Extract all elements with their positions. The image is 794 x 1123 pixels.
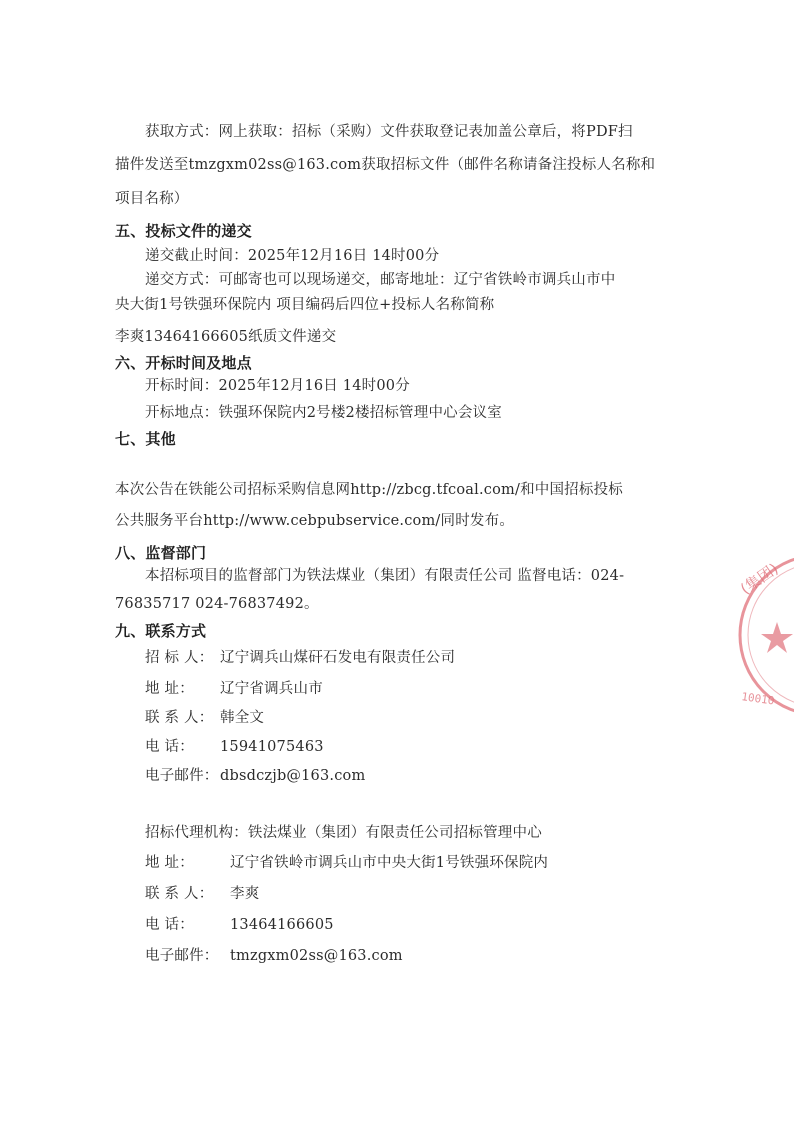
tenderer-address-row: [145, 679, 323, 699]
tenderer-contact-label: 联 系 人：: [145, 710, 214, 726]
agency-email-value: tmzgxm02ss@163.com: [230, 948, 403, 964]
submit-method-line-3: 李爽13464166605纸质文件递交: [115, 329, 337, 345]
tenderer-email-value: dbsdczjb@163.com: [220, 768, 366, 784]
acquire-line-3: 项目名称）: [115, 191, 189, 207]
section-6-heading: 六、开标时间及地点: [115, 354, 252, 372]
agency-address-row: [145, 853, 548, 873]
seal-text-fragment: (集团): [737, 559, 782, 599]
section-9-heading: 九、联系方式: [115, 622, 207, 640]
acquire-line-2: 描件发送至tmzgxm02ss@163.com获取招标文件（邮件名称请备注投标人名称和: [115, 157, 656, 173]
tenderer-email-row: [145, 766, 365, 786]
submit-method-line-1: 递交方式：可邮寄也可以现场递交，邮寄地址：辽宁省铁岭市调兵山市中: [145, 272, 616, 288]
other-line-1: 本次公告在铁能公司招标采购信息网http://zbcg.tfcoal.com/和中国招标投标: [115, 482, 623, 498]
supervision-line-2: 76835717 024-76837492。: [115, 596, 319, 612]
agency-address-label: 地 址：: [145, 855, 194, 871]
agency-contact-value: 李爽: [230, 886, 260, 902]
agency-email-row: [145, 946, 403, 966]
tenderer-email-label: 电子邮件：: [145, 768, 219, 784]
agency-name-label: 招标代理机构：: [145, 825, 248, 841]
tenderer-name-row: [145, 648, 455, 668]
tenderer-address-label: 地 址：: [145, 681, 194, 697]
agency-contact-label: 联 系 人：: [145, 886, 214, 902]
section-8-heading: 八、监督部门: [115, 544, 207, 562]
agency-name-row: [145, 823, 542, 843]
tenderer-address-value: 辽宁省调兵山市: [220, 681, 323, 697]
tenderer-phone-value: 15941075463: [220, 739, 324, 755]
opening-place: 开标地点：铁强环保院内2号楼2楼招标管理中心会议室: [145, 405, 502, 421]
supervision-line-1: 本招标项目的监督部门为铁法煤业（集团）有限责任公司 监督电话：024-: [145, 568, 625, 584]
section-5-heading: 五、投标文件的递交: [115, 222, 252, 240]
tenderer-contact-value: 韩全文: [220, 710, 265, 726]
other-line-2: 公共服务平台http://www.cebpubservice.com/同时发布。: [115, 513, 515, 529]
opening-time: 开标时间：2025年12月16日 14时00分: [145, 378, 410, 394]
tenderer-contact-row: [145, 708, 264, 728]
agency-phone-label: 电 话：: [145, 917, 194, 933]
submit-method-line-2: 央大街1号铁强环保院内 项目编码后四位+投标人名称简称: [115, 297, 495, 313]
agency-email-label: 电子邮件：: [145, 948, 219, 964]
tenderer-name-label: 招 标 人：: [145, 650, 214, 666]
tenderer-name-value: 辽宁调兵山煤矸石发电有限责任公司: [220, 650, 456, 666]
submit-deadline: 递交截止时间：2025年12月16日 14时00分: [145, 248, 440, 264]
seal-star-icon: [761, 622, 793, 653]
tenderer-phone-label: 电 话：: [145, 739, 194, 755]
tenderer-phone-row: [145, 737, 324, 757]
agency-contact-row: [145, 884, 259, 904]
agency-phone-value: 13464166605: [230, 917, 334, 933]
agency-phone-row: [145, 915, 334, 935]
agency-name-value: 铁法煤业（集团）有限责任公司招标管理中心: [247, 825, 542, 841]
agency-address-value: 辽宁省铁岭市调兵山市中央大街1号铁强环保院内: [230, 855, 549, 871]
acquire-line-1: 获取方式：网上获取：招标（采购）文件获取登记表加盖公章后，将PDF扫: [145, 124, 633, 140]
section-7-heading: 七、其他: [115, 430, 176, 448]
seal-number-fragment: 10010: [740, 690, 776, 708]
company-seal-stamp: [735, 540, 794, 740]
